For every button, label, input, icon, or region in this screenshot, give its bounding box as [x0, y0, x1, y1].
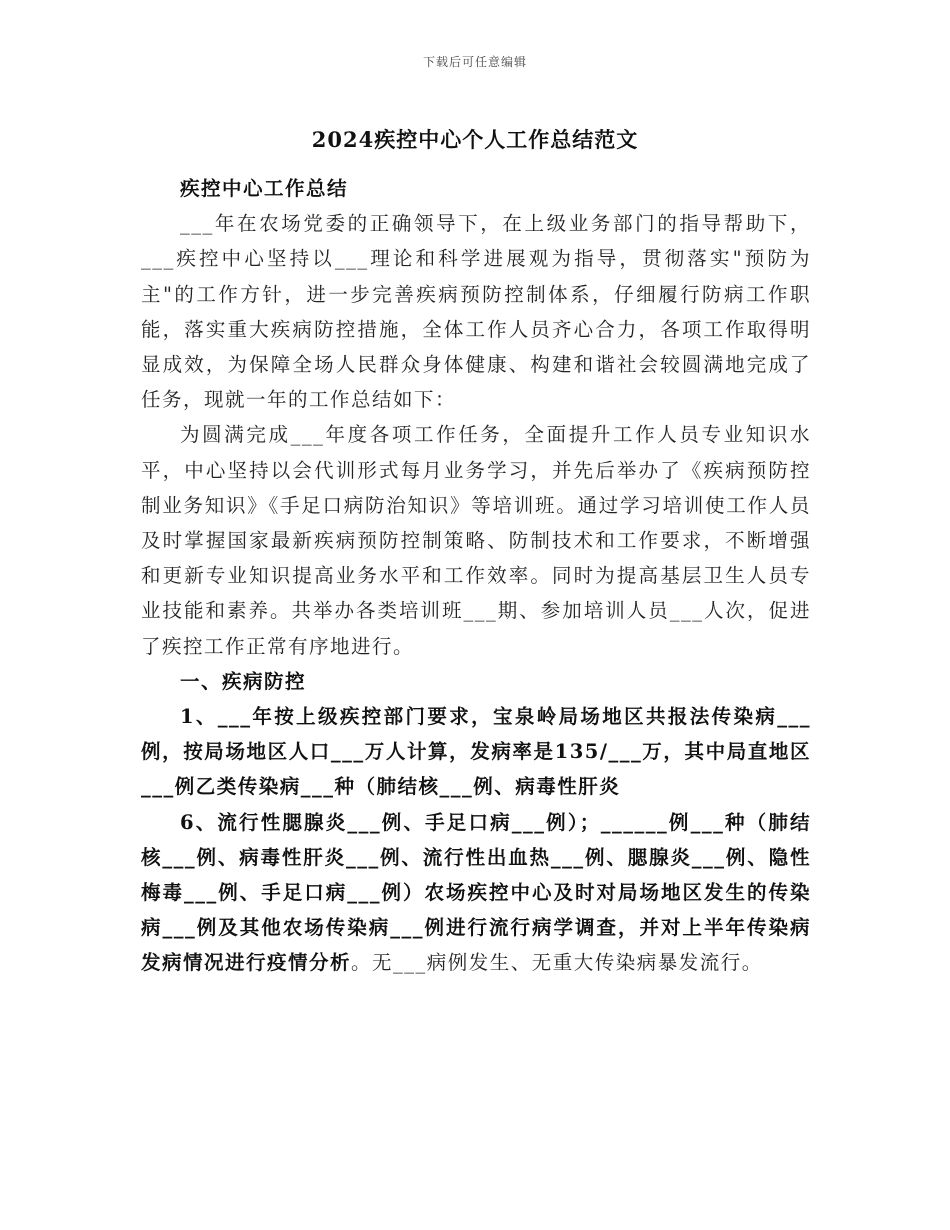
subheading-disease-control: 一、疾病防控 [180, 669, 307, 693]
paragraph-statistics: 1、___年按上级疾控部门要求，宝泉岭局场地区共报法传染病___例，按局场地区人口___万人计算，发病率是135/___万，其中局直地区___例乙类传染病___种（肺结核___例、病毒性肝炎 [141, 705, 811, 799]
paragraph-cases-bold: 6、流行性腮腺炎___例、手足口病___例）；______例___种（肺结核___例、病毒性肝炎___例、流行性出血热___例、腮腺炎___例、隐性梅毒___例、手足口病___例）农场疾控中心及时对局场地区发生的传染病___例及其他农场传染病___例进行流行病学调查，并对上半年传染病发病情况进行疫情分析 [141, 810, 811, 975]
paragraph-intro: ___年在农场党委的正确领导下，在上级业务部门的指导帮助下，___疾控中心坚持以___理论和科学进展观为指导，贯彻落实"预防为主"的工作方针，进一步完善疾病预防控制体系，仔细履行防病工作职能，落实重大疾病防控措施，全体工作人员齐心合力，各项工作取得明显成效，为保障全场人民群众身体健康、构建和谐社会较圆满地完成了任务，现就一年的工作总结如下： [141, 212, 811, 412]
paragraph-cases-normal: 。无___病例发生、无重大传染病暴发流行。 [351, 951, 763, 975]
document-body [141, 171, 811, 981]
document-title: 2024疾控中心个人工作总结范文 [311, 127, 639, 152]
header-note: 下载后可任意编辑 [422, 55, 527, 69]
section-heading: 疾控中心工作总结 [180, 177, 349, 200]
paragraph-cases [141, 805, 811, 981]
paragraph-training: 为圆满完成___年度各项工作任务，全面提升工作人员专业知识水平，中心坚持以会代训形式每月业务学习，并先后举办了《疾病预防控制业务知识》《手足口病防治知识》等培训班。通过学习培训使工作人员及时掌握国家最新疾病预防控制策略、防制技术和工作要求，不断增强和更新专业知识提高业务水平和工作效率。同时为提高基层卫生人员专业技能和素养。共举办各类培训班___期、参加培训人员___人次，促进了疾控工作正常有序地进行。 [141, 423, 811, 658]
